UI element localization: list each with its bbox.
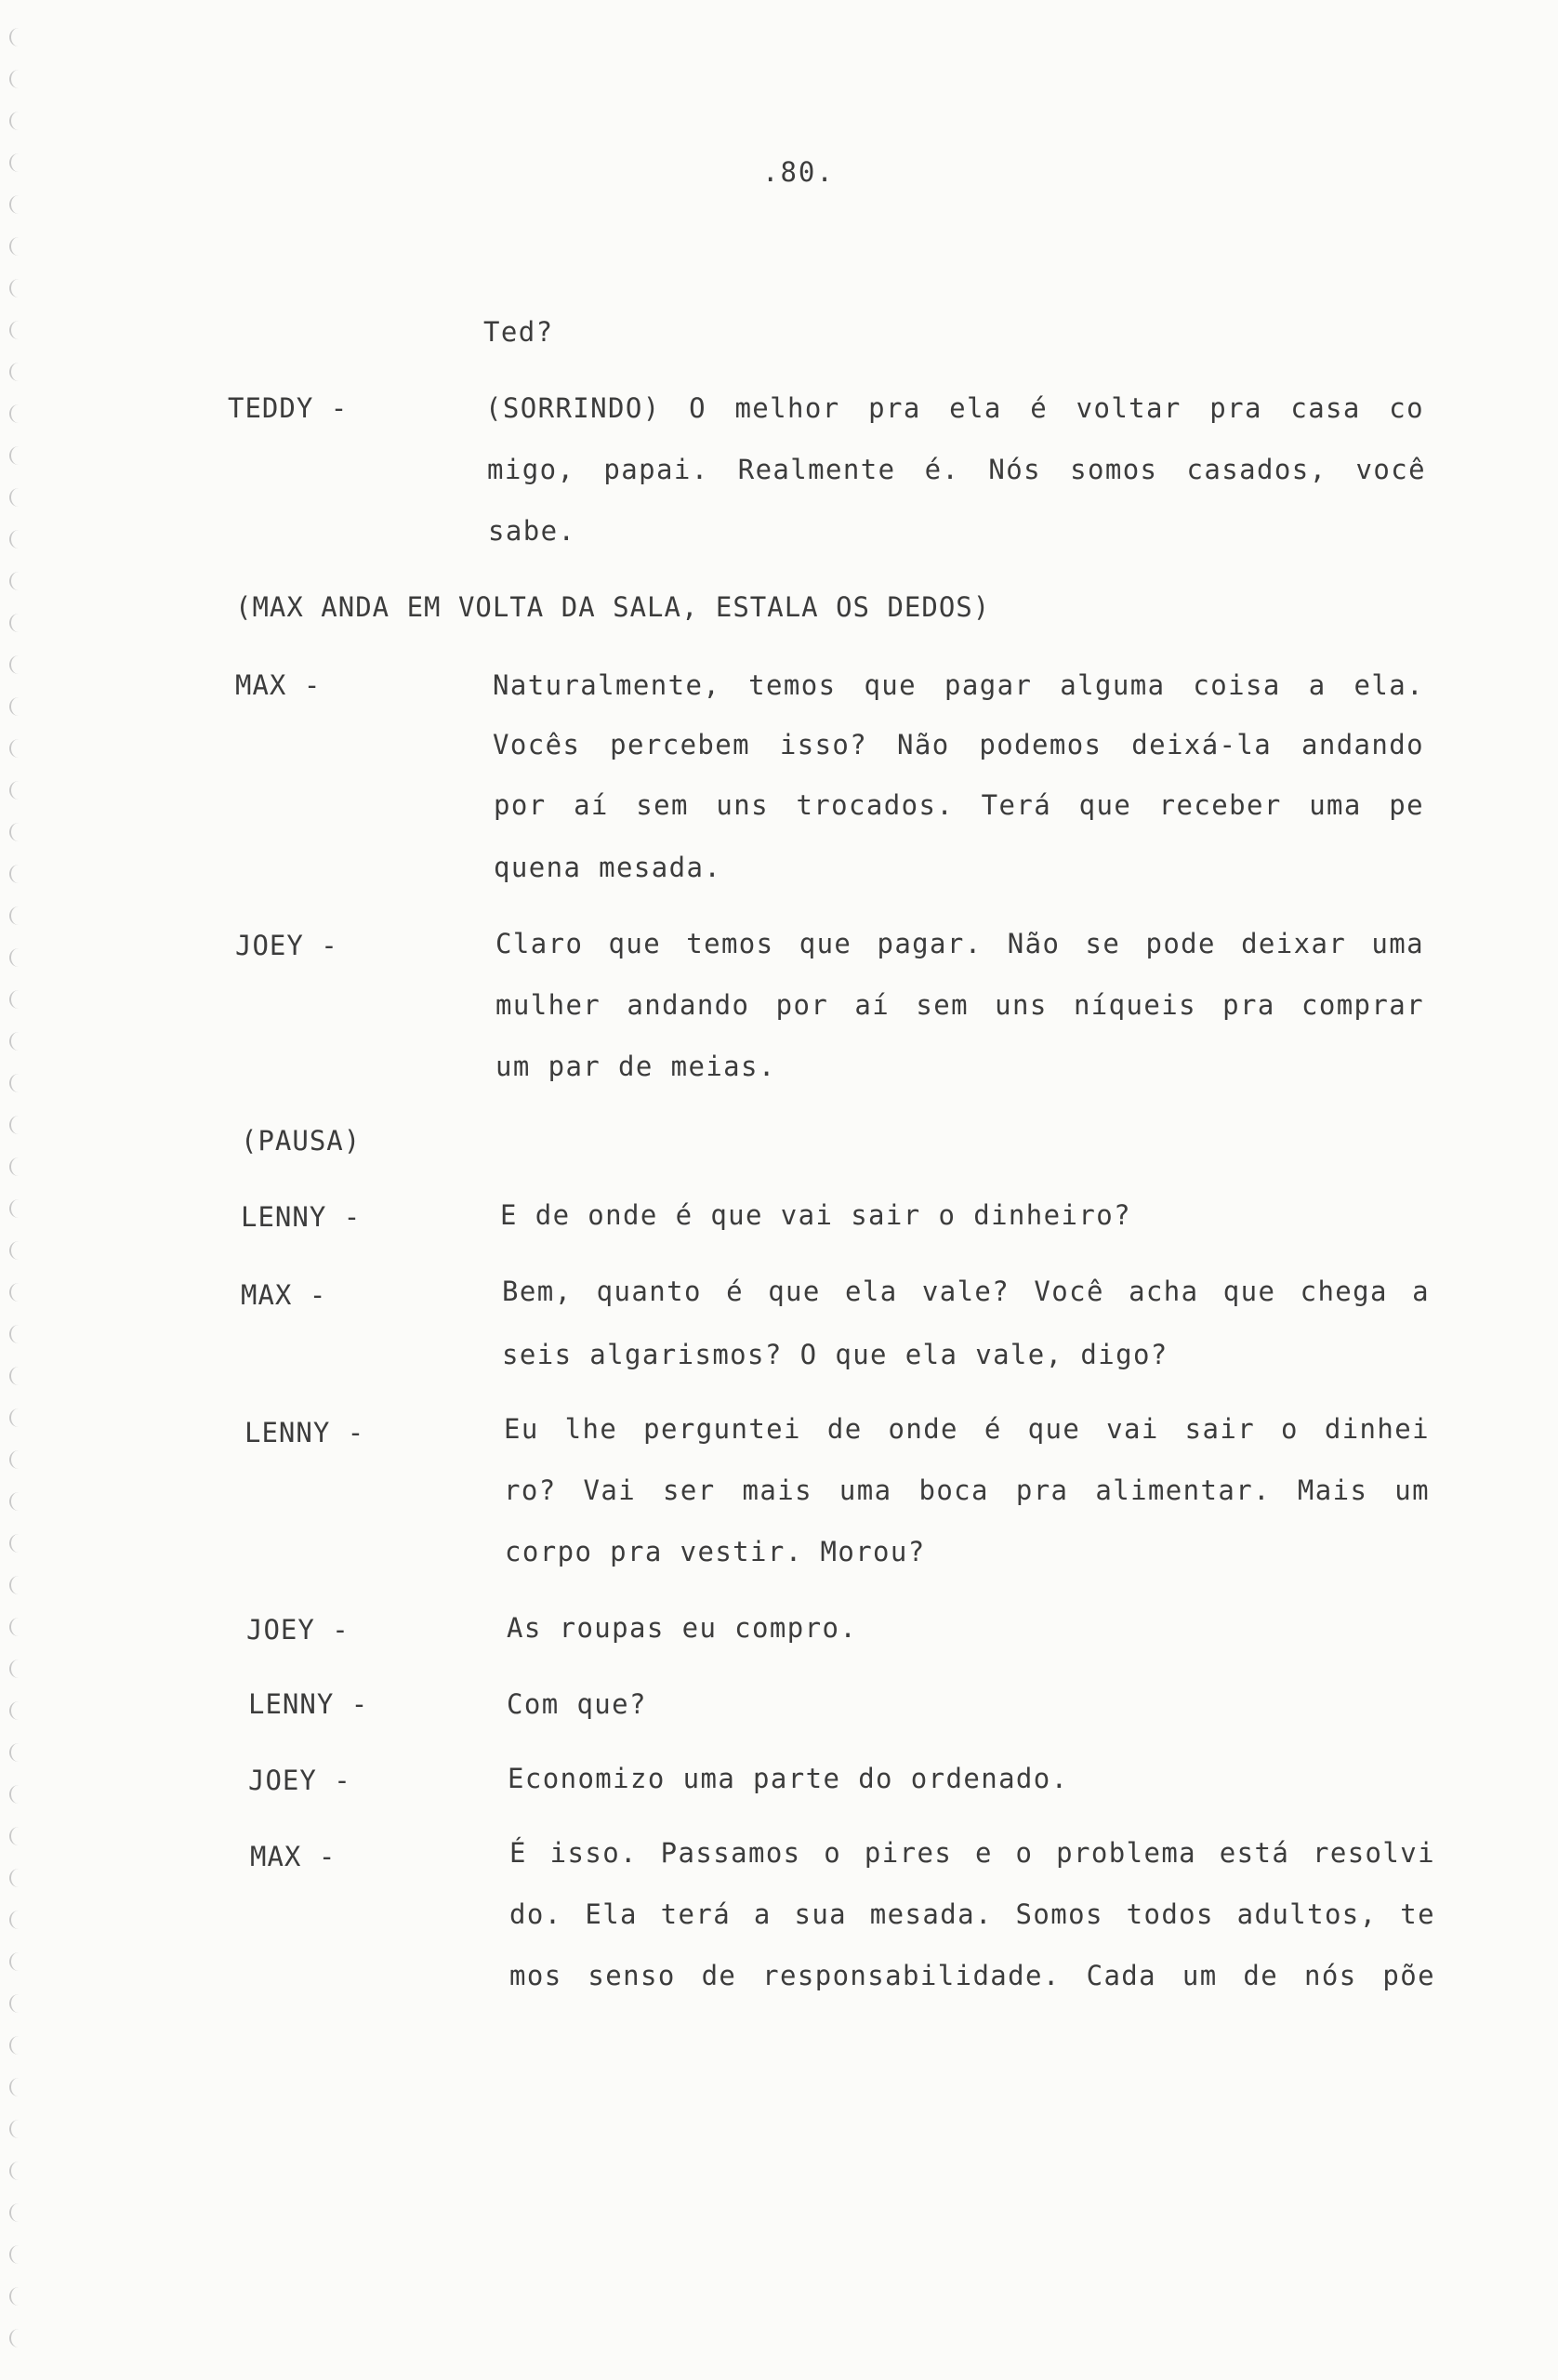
dialogue-line: E de onde é que vai sair o dinheiro?	[500, 1199, 1131, 1231]
speaker-label: MAX -	[241, 1279, 327, 1311]
speaker-label: LENNY -	[244, 1417, 365, 1448]
dialogue-line: Vocês percebem isso? Não podemos deixá-la andando	[493, 729, 1424, 760]
speaker-label: JOEY -	[248, 1765, 351, 1796]
dialogue-line: mos senso de responsabilidade. Cada um de nós põe	[509, 1960, 1435, 1991]
dialogue-line: (SORRINDO) O melhor pra ela é voltar pra casa co	[485, 392, 1424, 424]
speaker-label: LENNY -	[248, 1688, 369, 1720]
dialogue-line: As roupas eu compro.	[507, 1612, 858, 1644]
dialogue-line: Claro que temos que pagar. Não se pode deixar uma	[495, 928, 1424, 959]
dialogue-line: do. Ela terá a sua mesada. Somos todos adultos, te	[509, 1898, 1435, 1930]
dialogue-line: Eu lhe perguntei de onde é que vai sair o dinhei	[504, 1413, 1430, 1445]
speaker-label: TEDDY -	[228, 392, 349, 424]
stage-direction: (PAUSA)	[241, 1125, 362, 1157]
speaker-label: MAX -	[235, 669, 322, 701]
dialogue-line: ro? Vai ser mais uma boca pra alimentar. Mais um	[504, 1474, 1430, 1506]
dialogue-line: por aí sem uns trocados. Terá que receber uma pe	[494, 789, 1424, 821]
dialogue-line: quena mesada.	[494, 852, 722, 883]
dialogue-line: um par de meias.	[495, 1051, 776, 1082]
dialogue-line: Naturalmente, temos que pagar alguma coisa a ela.	[493, 669, 1424, 701]
speaker-label: JOEY -	[235, 930, 338, 961]
dialogue-line: Com que?	[507, 1688, 647, 1720]
dialogue-line: Economizo uma parte do ordenado.	[508, 1763, 1069, 1794]
dialogue-line: É isso. Passamos o pires e o problema está resolvi	[509, 1837, 1435, 1869]
dialogue-line: sabe.	[488, 515, 576, 547]
page-number: .80.	[762, 156, 835, 188]
stage-direction: (MAX ANDA EM VOLTA DA SALA, ESTALA OS DEDOS)	[235, 591, 991, 623]
speaker-label: JOEY -	[246, 1614, 350, 1646]
dialogue-line: Bem, quanto é que ela vale? Você acha que chega a	[502, 1276, 1430, 1307]
binding-edge	[0, 0, 65, 2380]
dialogue-line: corpo pra vestir. Morou?	[505, 1536, 926, 1567]
speaker-label: MAX -	[250, 1841, 337, 1872]
dialogue-line: migo, papai. Realmente é. Nós somos casados, você	[487, 454, 1426, 485]
dialogue-line: Ted?	[483, 316, 554, 348]
dialogue-line: mulher andando por aí sem uns níqueis pra comprar	[495, 989, 1424, 1021]
speaker-label: LENNY -	[241, 1201, 362, 1233]
dialogue-line: seis algarismos? O que ela vale, digo?	[502, 1339, 1168, 1370]
